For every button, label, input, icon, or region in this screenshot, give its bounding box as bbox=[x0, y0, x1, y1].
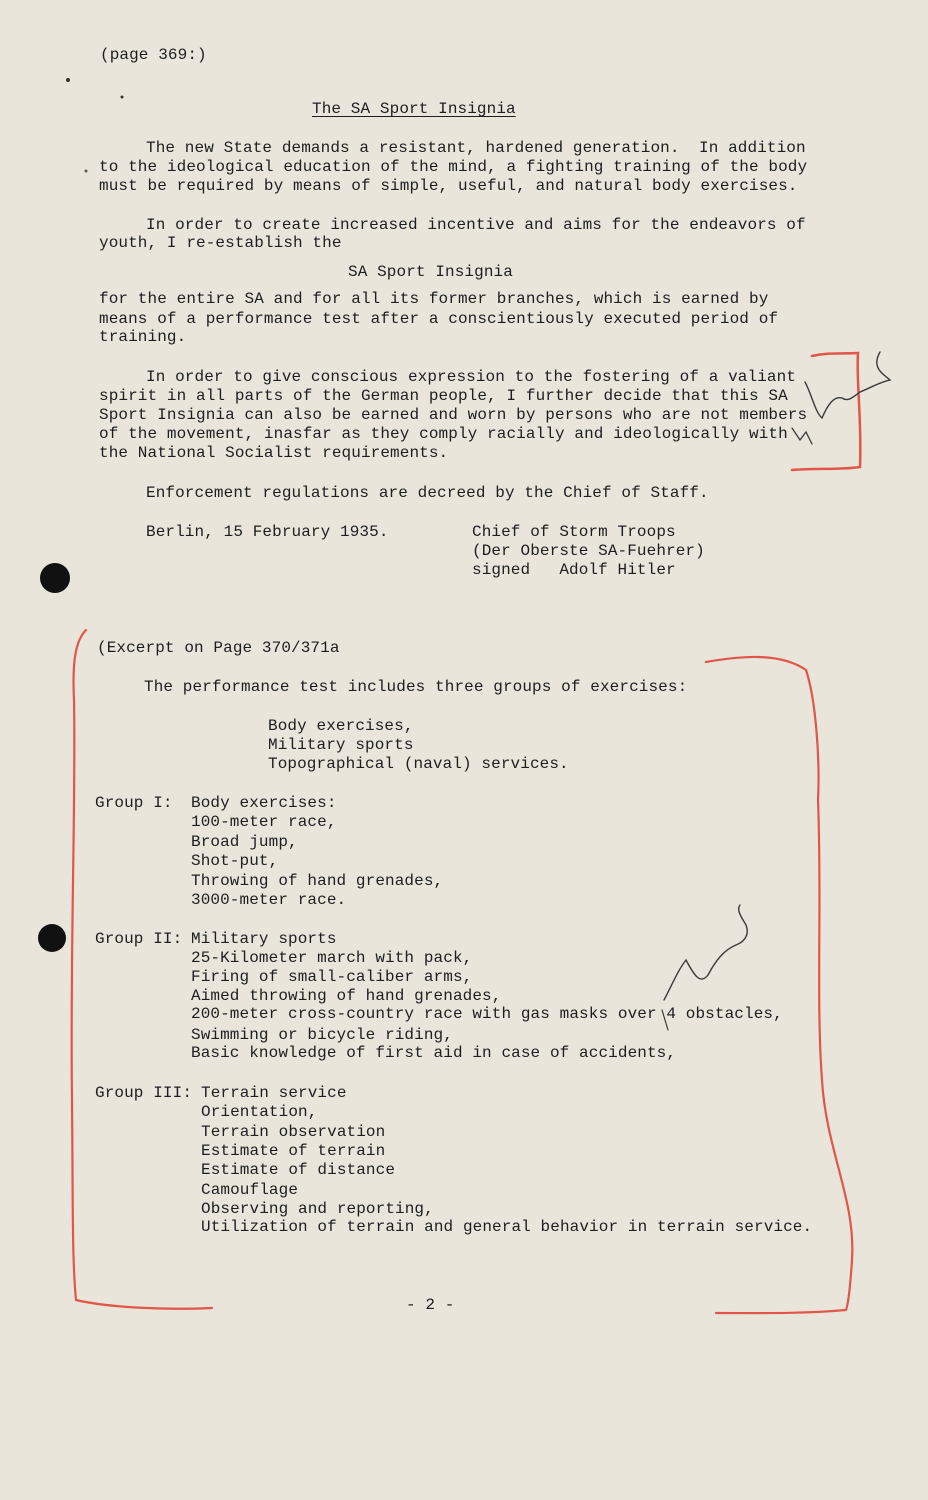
group1-label: Group I: bbox=[95, 794, 173, 812]
para2-line: In order to create increased incentive and aims for the endeavors of bbox=[146, 216, 806, 234]
para1-line: must be required by means of simple, useful, and natural body exercises. bbox=[99, 177, 798, 195]
para4-line: of the movement, inasfar as they comply racially and ideologically with bbox=[99, 425, 788, 443]
group2-item: Firing of small-caliber arms, bbox=[191, 968, 473, 986]
group2-item: Swimming or bicycle riding, bbox=[191, 1026, 453, 1044]
para4-line: Sport Insignia can also be earned and worn by persons who are not members bbox=[99, 406, 808, 424]
punch-hole-icon bbox=[40, 563, 70, 593]
document-title: The SA Sport Insignia bbox=[312, 100, 516, 118]
group-summary-item: Topographical (naval) services. bbox=[268, 755, 569, 773]
subtitle: SA Sport Insignia bbox=[348, 263, 513, 281]
group1-item: Shot-put, bbox=[191, 852, 279, 870]
signature-line: (Der Oberste SA-Fuehrer) bbox=[472, 542, 705, 560]
group3-item: Camouflage bbox=[201, 1181, 299, 1199]
group2-item: Military sports bbox=[191, 930, 337, 948]
excerpt-heading: (Excerpt on Page 370/371a bbox=[97, 639, 340, 657]
pencil-initials-icon bbox=[805, 352, 890, 418]
group2-label: Group II: bbox=[95, 930, 183, 948]
group2-item: 25-Kilometer march with pack, bbox=[191, 949, 473, 967]
test-intro: The performance test includes three groups of exercises: bbox=[144, 678, 688, 696]
red-bracket-icon bbox=[706, 657, 852, 1313]
enforcement-line: Enforcement regulations are decreed by the Chief of Staff. bbox=[146, 484, 709, 502]
group1-item: Broad jump, bbox=[191, 833, 298, 851]
para4-line: spirit in all parts of the German people, I further decide that this SA bbox=[99, 387, 788, 405]
punch-hole-icon bbox=[38, 924, 66, 952]
group2-item: Basic knowledge of first aid in case of accidents, bbox=[191, 1044, 677, 1062]
para3-line: means of a performance test after a conscientiously executed period of bbox=[99, 310, 779, 328]
group3-item: Estimate of terrain bbox=[201, 1142, 386, 1160]
group-summary-item: Body exercises, bbox=[268, 717, 414, 735]
signature-line: Chief of Storm Troops bbox=[472, 523, 676, 541]
signature-line: signed Adolf Hitler bbox=[472, 561, 676, 579]
page-reference: (page 369:) bbox=[100, 46, 207, 64]
page-number: - 2 - bbox=[406, 1296, 455, 1314]
group3-item: Terrain service bbox=[201, 1084, 347, 1102]
group3-item: Orientation, bbox=[201, 1103, 318, 1121]
group3-item: Terrain observation bbox=[201, 1123, 386, 1141]
group3-item: Observing and reporting, bbox=[201, 1200, 434, 1218]
para1-line: The new State demands a resistant, hardened generation. In addition bbox=[146, 139, 806, 157]
group3-label: Group III: bbox=[95, 1084, 193, 1102]
para3-line: for the entire SA and for all its former branches, which is earned by bbox=[99, 290, 769, 308]
group2-item: 200-meter cross-country race with gas masks over 4 obstacles, bbox=[191, 1005, 783, 1023]
group3-item: Estimate of distance bbox=[201, 1161, 396, 1179]
group-summary-item: Military sports bbox=[268, 736, 414, 754]
place-date: Berlin, 15 February 1935. bbox=[146, 523, 389, 541]
para2-line: youth, I re-establish the bbox=[99, 234, 342, 252]
para4-line: In order to give conscious expression to the fostering of a valiant bbox=[146, 368, 797, 386]
group1-item: Throwing of hand grenades, bbox=[191, 872, 444, 890]
pencil-initials-icon bbox=[664, 905, 747, 1000]
group3-item: Utilization of terrain and general behavior in terrain service. bbox=[201, 1218, 813, 1236]
group1-item: 100-meter race, bbox=[191, 813, 337, 831]
group1-item: 3000-meter race. bbox=[191, 891, 347, 909]
para4-line: the National Socialist requirements. bbox=[99, 444, 449, 462]
group1-item: Body exercises: bbox=[191, 794, 337, 812]
group2-item: Aimed throwing of hand grenades, bbox=[191, 987, 502, 1005]
para1-line: to the ideological education of the mind, a fighting training of the body bbox=[99, 158, 808, 176]
para3-line: training. bbox=[99, 328, 187, 346]
